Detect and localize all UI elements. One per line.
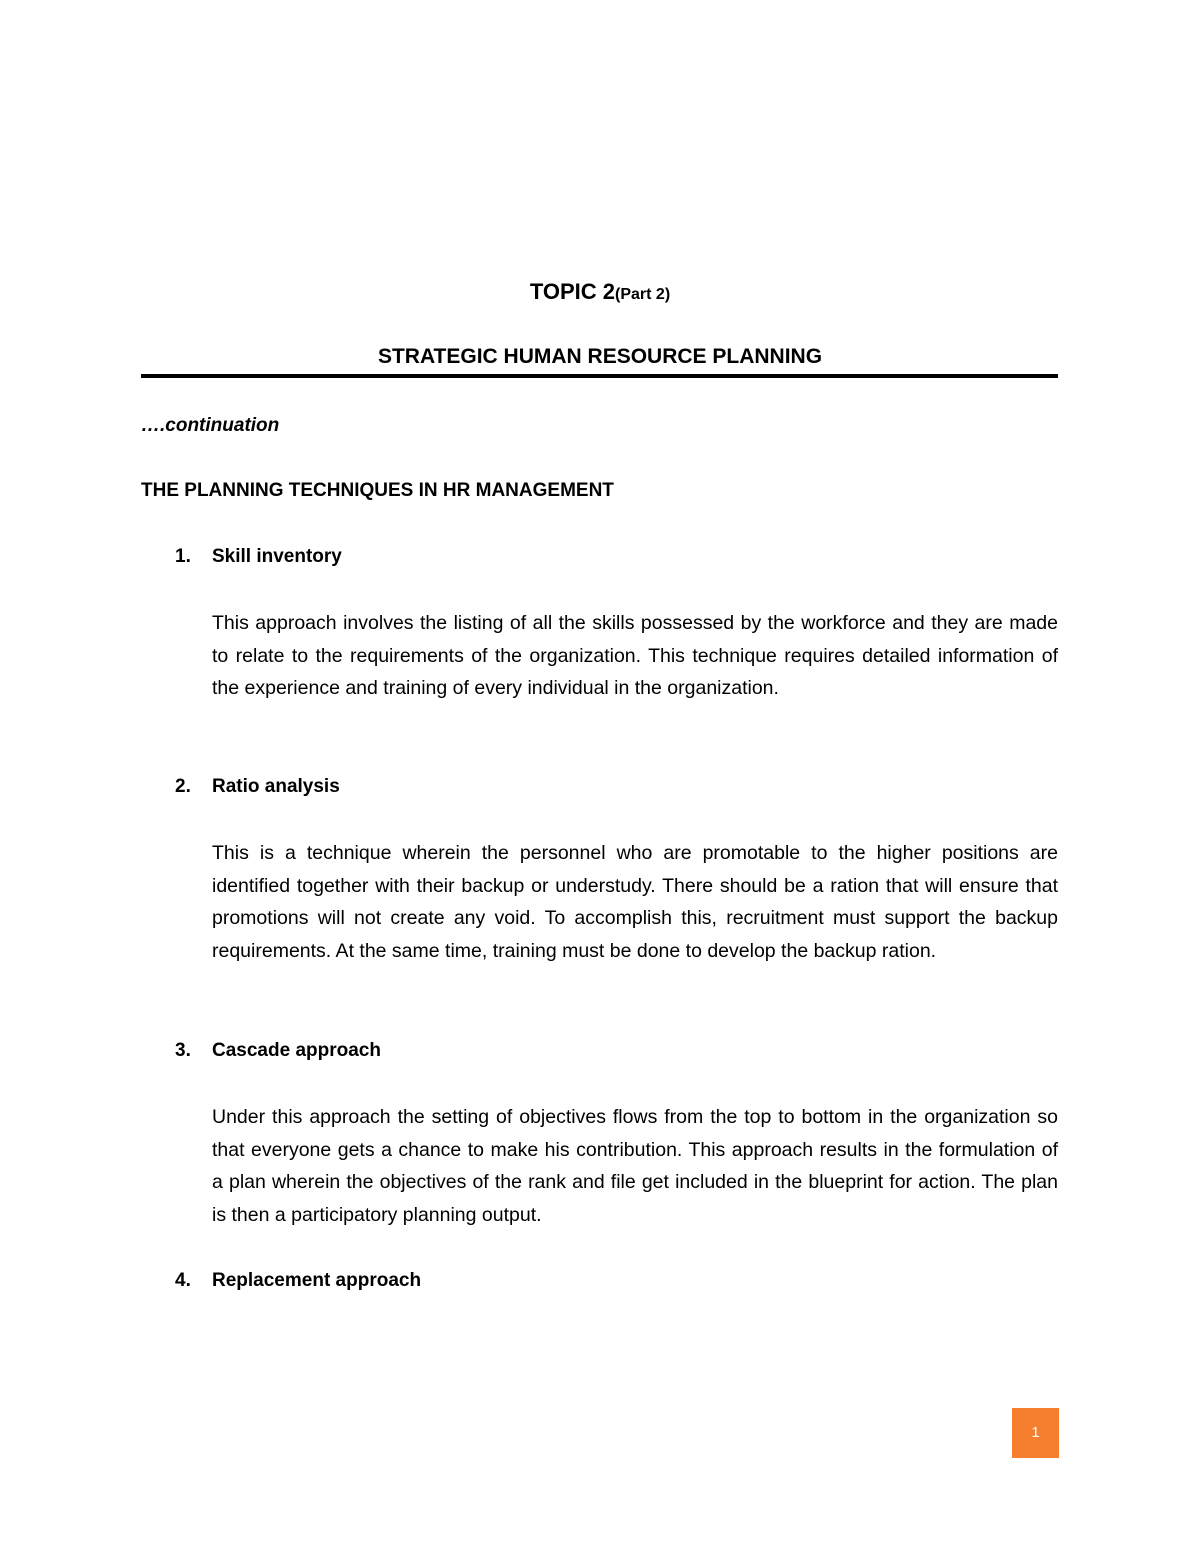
- item-2-title: [175, 773, 340, 801]
- item-3-title: [175, 1037, 381, 1065]
- item-4-label: Replacement approach: [212, 1270, 422, 1291]
- item-2-paragraph: This is a technique wherein the personnel who are promotable to the higher positions are identified together with their backup or understudy. There should be a ration that will ensure that promotions will not create any void. To accomplish this, recruitment must support the backup requirements. At the same time, training must be done to develop the backup ration.: [212, 842, 1058, 963]
- item-3-paragraph: Under this approach the setting of objectives flows from the top to bottom in the organization so that everyone gets a chance to make his contribution. This approach results in the formulation of a plan wherein the objectives of the rank and file get included in the blueprint for action. The plan is then a participatory planning output.: [212, 1106, 1058, 1227]
- heading-rule: [141, 374, 1058, 378]
- title-main: TOPIC 2: [529, 279, 616, 304]
- item-1-label: Skill inventory: [212, 546, 342, 567]
- item-3-label: Cascade approach: [212, 1040, 381, 1061]
- title-part: (Part 2): [615, 286, 671, 303]
- item-3-number: 3.: [175, 1040, 191, 1061]
- continuation-note: ….continuation: [141, 415, 280, 436]
- item-4-number: 4.: [175, 1270, 191, 1291]
- item-2-label: Ratio analysis: [212, 776, 340, 797]
- page-number-badge: 1: [1012, 1408, 1059, 1458]
- item-1-number: 1.: [175, 546, 191, 567]
- item-1-title: [175, 543, 342, 571]
- item-2-number: 2.: [175, 776, 191, 797]
- document-title: [140, 277, 1060, 310]
- document-heading: STRATEGIC HUMAN RESOURCE PLANNING: [377, 345, 823, 368]
- section-heading: THE PLANNING TECHNIQUES IN HR MANAGEMENT: [141, 480, 614, 501]
- item-4-title: [175, 1267, 421, 1295]
- item-1-paragraph: This approach involves the listing of all the skills possessed by the workforce and they are made to relate to the requirements of the organization. This technique requires detailed information of the experience and training of every individual in the organization.: [212, 612, 1058, 700]
